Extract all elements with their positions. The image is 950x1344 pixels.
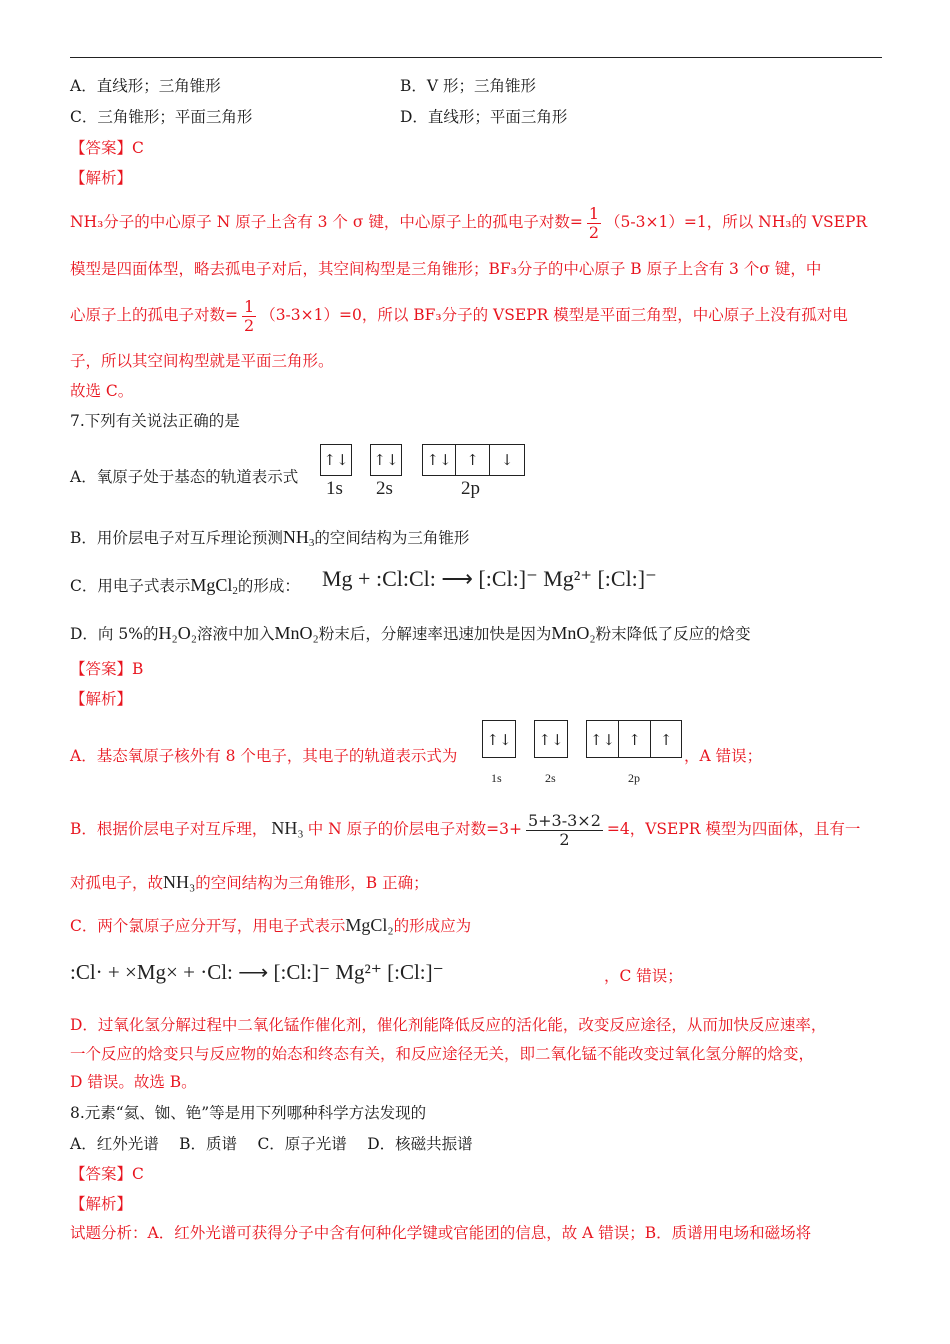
fraction-numerator: 5+3-3×2	[527, 810, 601, 830]
q7-analysis-a	[70, 745, 457, 767]
q7-answer	[70, 658, 143, 680]
formula-nh3: NH₃	[163, 872, 196, 892]
orbital-box-2p-3: ↓	[489, 444, 525, 476]
formula-mgcl2: MgCl₂	[345, 915, 394, 935]
orbital-box-2p-2: ↑	[618, 720, 651, 758]
q6-option-b: B．V 形；三角锥形	[400, 77, 537, 95]
fraction-numerator: 1	[588, 203, 600, 223]
formula-mno2: MnO₂	[274, 623, 319, 643]
q7-option-d	[70, 622, 751, 645]
orbital-box-1s: ↑↓	[482, 720, 516, 758]
orbital-label-2s: 2s	[545, 771, 556, 785]
fraction-numerator: 1	[244, 296, 255, 316]
fraction-denominator: 2	[588, 222, 600, 242]
q7-analysis-c-end: ，C 错误；	[604, 967, 683, 985]
orbital-box-2s: ↑↓	[370, 444, 402, 476]
formula-mgcl2	[190, 575, 238, 595]
fraction	[587, 205, 601, 242]
q8-options: A．红外光谱 B．质谱 C．原子光谱 D．核磁共振谱	[70, 1135, 473, 1153]
orbital-box-2p-1: ↑↓	[422, 444, 456, 476]
text: 粉末降低了反应的焓变	[595, 625, 751, 643]
orbital-label-2p: 2p	[461, 478, 480, 499]
formula-nh3	[283, 527, 315, 547]
q7-analysis-c-electron-formula: :Cl· + ×Mg× + ·Cl: ⟶ [:Cl:]⁻ Mg²⁺ [:Cl:]⁻	[70, 960, 444, 984]
text: 粉末后，分解速率迅速加快是因为	[318, 625, 552, 643]
orbital-box-1s: ↑↓	[320, 444, 352, 476]
text: 的空间结构为三角锥形，B 正确；	[195, 874, 429, 892]
fraction	[526, 812, 603, 849]
q6-answer	[70, 137, 144, 159]
q7-analysis-b2	[70, 871, 429, 894]
text: 的空间结构为三角锥形	[314, 529, 470, 547]
header-rule	[70, 57, 882, 58]
answer-label: 【答案】	[70, 1165, 133, 1183]
answer-value: B	[132, 660, 144, 678]
orbital-label-2s: 2s	[376, 478, 393, 499]
q7-analysis-c	[70, 914, 471, 937]
answer-value: C	[132, 139, 144, 157]
text: C．两个氯原子应分开写，用电子式表示	[70, 917, 346, 935]
q8-stem: 8.元素“氦、铷、铯”等是用下列哪种科学方法发现的	[70, 1104, 427, 1122]
q8-analysis-label: 【解析】	[70, 1195, 133, 1213]
answer-label: 【答案】	[70, 139, 133, 157]
orbital-label-2p: 2p	[628, 771, 640, 785]
q6-analysis-line3	[70, 295, 848, 335]
text: 中 N 原子的价层电子对数=3+	[307, 820, 522, 838]
q7-analysis-d3: D 错误。故选 B。	[70, 1073, 197, 1091]
q7-analysis-label: 【解析】	[70, 690, 133, 708]
text: 心原子上的孤电子对数=	[70, 306, 238, 324]
answer-label: 【答案】	[70, 660, 133, 678]
q7-analysis-d1: D．过氧化氢分解过程中二氧化锰作催化剂，催化剂能降低反应的活化能，改变反应途径，从而加快反应速率，	[70, 1016, 827, 1034]
orbital-box-2p-1: ↑↓	[586, 720, 619, 758]
text: D．向 5%的	[70, 625, 159, 643]
q8-analysis: 试题分析：A．红外光谱可获得分子中含有何种化学键或官能团的信息，故 A 错误；B．质谱用电场和磁场将	[70, 1224, 812, 1242]
formula: MgCl	[190, 575, 233, 595]
orbital-box-2p-3: ↑	[650, 720, 682, 758]
formula: NH	[282, 527, 309, 547]
text: =4，VSEPR 模型为四面体，且有一	[606, 820, 861, 838]
subscript: 2	[232, 585, 238, 597]
q6-option-d: D．直线形；平面三角形	[400, 108, 568, 126]
orbital-box-2p-2: ↑	[455, 444, 490, 476]
text: C．用电子式表示	[70, 577, 191, 595]
subscript: 3	[308, 537, 315, 549]
fraction-denominator: 2	[244, 315, 255, 335]
q6-analysis-line4: 子，所以其空间构型就是平面三角形。	[70, 352, 334, 370]
text: B．根据价层电子对互斥理，	[70, 820, 268, 838]
text: 的形成应为	[393, 917, 472, 935]
q7-analysis-d2: 一个反应的焓变只与反应物的始态和终态有关，和反应途径无关，即二氧化锰不能改变过氧化氢分解的焓变，	[70, 1045, 815, 1063]
q7-analysis-b	[70, 808, 860, 849]
q6-analysis-line1	[70, 202, 867, 242]
text: NH₃分子的中心原子 N 原子上含有 3 个 σ 键，中心原子上的孤电子对数=	[70, 213, 583, 231]
q8-answer	[70, 1163, 144, 1185]
q7-option-c	[70, 574, 300, 602]
q7-option-a: A．氧原子处于基态的轨道表示式	[70, 468, 299, 486]
text: A．基态氧原子核外有 8 个电子，其电子的轨道表示式为	[70, 747, 458, 765]
q6-conclusion: 故选 C。	[70, 382, 134, 400]
text: 对孤电子，故	[70, 874, 164, 892]
orbital-label-1s: 1s	[491, 771, 502, 785]
q7-analysis-a-end: ，A 错误；	[684, 747, 763, 765]
formula-h2o2: H₂O₂	[158, 623, 198, 643]
q7-option-b	[70, 526, 469, 554]
text: B．用价层电子对互斥理论预测	[70, 529, 283, 547]
orbital-label-1s: 1s	[326, 478, 343, 499]
text: （5-3×1）=1，所以 NH₃的 VSEPR	[605, 213, 868, 231]
text: 的形成：	[237, 577, 300, 595]
answer-value: C	[132, 1165, 144, 1183]
q7-stem: 7.下列有关说法正确的是	[70, 412, 240, 430]
q6-analysis-label: 【解析】	[70, 169, 133, 187]
fraction	[242, 298, 256, 335]
fraction-denominator: 2	[559, 829, 570, 849]
formula-nh3: NH₃	[271, 818, 304, 838]
text: （3-3×1）=0，所以 BF₃分子的 VSEPR 模型是平面三角型，中心原子上没有孤对电	[260, 306, 848, 324]
text: 溶液中加入	[197, 625, 275, 643]
orbital-box-2s: ↑↓	[534, 720, 568, 758]
q6-option-c: C．三角锥形；平面三角形	[70, 108, 253, 126]
q6-option-a: A．直线形；三角锥形	[70, 77, 221, 95]
q7-c-electron-formula: Mg + :Cl:Cl: ⟶ [:Cl:]⁻ Mg²⁺ [:Cl:]⁻	[322, 566, 657, 591]
q6-analysis-line2: 模型是四面体型，略去孤电子对后，其空间构型是三角锥形；BF₃分子的中心原子 B 原子上含有 3 个σ 键，中	[70, 260, 822, 278]
formula-mno2: MnO₂	[551, 623, 596, 643]
